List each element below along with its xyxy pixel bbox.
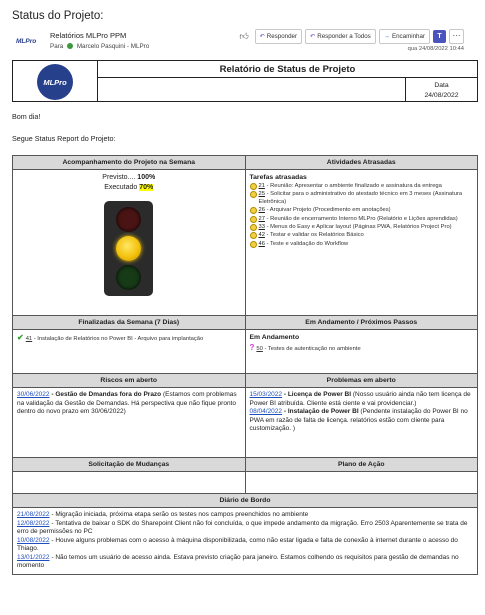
diario-header: Diário de Bordo xyxy=(13,494,477,507)
task-text: - Reunião de encerramento Interno MLPro (Relatório e Lições aprendidas) xyxy=(264,215,458,222)
report-date-label: Data xyxy=(434,82,449,89)
task-id[interactable]: 33 xyxy=(258,224,265,231)
to-label: Para xyxy=(50,43,64,50)
executado-value: 70% xyxy=(139,184,154,191)
executado-line xyxy=(17,183,241,193)
diary-date-link[interactable]: 12/08/2022 xyxy=(17,519,50,527)
problem-date-link[interactable]: 15/03/2022 xyxy=(249,391,283,398)
previsto-label: Previsto.... xyxy=(102,174,138,181)
reply-icon: ↶ xyxy=(259,32,265,40)
task-id[interactable]: 26 xyxy=(258,207,265,214)
recipient-line xyxy=(50,43,149,50)
diary-date-link[interactable]: 10/08/2022 xyxy=(17,536,50,544)
teams-icon[interactable]: T xyxy=(433,30,446,43)
diary-text: - Não temos um usuário de acesso ainda. Estava previsto criação para janeiro. Estamos colhendo os requisitos para gestão de demandas no momento xyxy=(17,553,459,569)
plano-content xyxy=(245,472,478,493)
reply-label: Responder xyxy=(266,32,298,40)
smiley-icon xyxy=(250,207,257,214)
finalizadas-item-text: - Instalação de Relatórios no Power BI - Arquivo para implantação xyxy=(32,336,204,342)
problem-title: - Instalação de Power BI xyxy=(282,408,359,415)
riscos-header-row xyxy=(13,374,477,388)
task-item xyxy=(250,191,474,206)
finalizadas-item-id[interactable]: 41 xyxy=(25,336,33,342)
mudancas-content-row xyxy=(13,472,477,494)
finalizadas-content xyxy=(13,330,245,373)
andamento-item xyxy=(250,343,474,354)
diario-content-row xyxy=(13,508,477,574)
mlpro-logo xyxy=(37,64,73,100)
report-title: Relatório de Status de Projeto xyxy=(98,61,477,78)
acompanhamento-header: Acompanhamento do Projeto na Semana xyxy=(13,156,245,169)
andamento-header: Em Andamento / Próximos Passos xyxy=(245,316,478,329)
task-text: - Arquivar Projeto (Procedimento em anotações) xyxy=(264,207,391,214)
finalizadas-content-row xyxy=(13,330,477,374)
yellow-lamp xyxy=(116,236,141,261)
problemas-header: Problemas em aberto xyxy=(245,374,478,387)
diario-header-row xyxy=(13,494,477,508)
riscos-header: Riscos em aberto xyxy=(13,374,245,387)
executado-label: Executado xyxy=(104,184,140,191)
mudancas-header-row xyxy=(13,458,477,472)
diary-entry xyxy=(17,537,473,554)
green-lamp xyxy=(116,265,141,290)
intro-text: Segue Status Report do Projeto: xyxy=(12,134,116,143)
email-header xyxy=(12,28,478,56)
task-text: - Solicitar para o administrativo do atestado técnico em 3 meses (Assinatura Eletrônica) xyxy=(258,191,463,205)
problemas-content xyxy=(245,388,478,457)
acompanhamento-content xyxy=(13,170,245,315)
problem-item xyxy=(250,408,474,434)
problem-date-link[interactable]: 08/04/2022 xyxy=(249,408,283,415)
risk-text: (Estamos com problemas na validação da Gestão de Demandas. Há perspectiva que não fique pronto dentro do novo prazo em 30/06/2022) xyxy=(17,391,237,415)
previsto-value: 100% xyxy=(137,174,156,181)
task-list xyxy=(250,183,474,248)
forward-button[interactable] xyxy=(379,29,430,44)
report-date-box xyxy=(405,78,477,101)
task-text: - Reunião: Apresentar o ambiente finalizado e assinatura da entrega xyxy=(264,183,442,189)
section-header-row xyxy=(13,156,477,170)
diary-date-link[interactable]: 21/08/2022 xyxy=(17,511,50,518)
reply-all-button[interactable] xyxy=(305,29,376,44)
diary-entry xyxy=(17,554,473,571)
atrasadas-header: Atividades Atrasadas xyxy=(245,156,478,169)
email-subject: Status do Projeto: xyxy=(12,10,104,22)
diary-text: - Migração iniciada, próxima etapa serão os testes nos campos preenchidos no ambiente xyxy=(49,511,309,518)
diario-content xyxy=(13,508,477,574)
recipient-name[interactable]: Marcelo Pasquini - MLPro xyxy=(76,43,150,50)
sender-name[interactable]: Relatórios MLPro PPM xyxy=(50,31,127,40)
diary-entry xyxy=(17,511,473,520)
message-actions xyxy=(237,28,464,44)
problem-text: (Pendente instalação do Power BI no PWA em razão de falta de licença. relatórios estão com cliente para customização. ) xyxy=(249,408,468,432)
smiley-icon xyxy=(250,241,257,248)
finalizadas-header: Finalizadas da Semana (7 Dias) xyxy=(13,316,245,329)
risk-date-link[interactable]: 30/06/2022 xyxy=(17,391,50,398)
diary-text: - Tentativa de baixar o SDK do Sharepoint Client não foi concluída, o que impede andamento da migração. Erro 2503 Aparentemente se trata de erro de permissões no PC xyxy=(17,519,468,535)
task-id[interactable]: 42 xyxy=(258,232,265,239)
diary-text: - Houve alguns problemas com o acesso à máquina disponibilizada, como não estar ligada e falta de conexão à internet durante o acesso do Thiago. xyxy=(17,536,458,552)
more-options-button[interactable]: ··· xyxy=(449,29,464,44)
check-icon: ✔ xyxy=(17,333,24,342)
status-table xyxy=(12,155,478,575)
atrasadas-subtitle: Tarefas atrasadas xyxy=(249,174,307,181)
smiley-icon xyxy=(250,216,257,223)
task-item xyxy=(250,183,474,190)
sender-avatar[interactable]: MLPro xyxy=(16,38,37,45)
diary-entry xyxy=(17,520,473,537)
task-id[interactable]: 27 xyxy=(258,215,265,222)
plano-header: Plano de Ação xyxy=(245,458,478,471)
task-text: - Menus do Easy e Aplicar layout (Páginas PWA, Relatórios Project Pro) xyxy=(264,224,452,231)
task-item xyxy=(250,241,474,248)
problem-text: (Nosso usuário ainda não tem licença de Power BI atribuída. Cliente está ciente e vai providenciar.) xyxy=(249,391,471,407)
question-icon: ? xyxy=(249,343,255,352)
task-id[interactable]: 25 xyxy=(258,191,265,198)
andamento-content xyxy=(245,330,478,373)
task-id[interactable]: 46 xyxy=(258,240,265,247)
mudancas-content xyxy=(13,472,245,493)
like-icon[interactable]: 👍︎ xyxy=(239,30,249,41)
task-item xyxy=(250,232,474,239)
section-content-row xyxy=(13,170,477,316)
finalizadas-header-row xyxy=(13,316,477,330)
problem-item xyxy=(250,391,474,408)
traffic-light-icon xyxy=(104,201,153,296)
riscos-content xyxy=(13,388,245,457)
task-text: - Teste e validação do Workflow xyxy=(264,240,349,247)
andamento-item-id[interactable]: 50 xyxy=(256,346,263,352)
risk-title: - Gestão de Dmandas fora do Prazo xyxy=(49,391,162,398)
diary-date-link[interactable]: 13/01/2022 xyxy=(17,553,50,561)
reply-all-icon: ↶ xyxy=(310,32,316,40)
task-id[interactable]: 21 xyxy=(258,183,265,189)
task-item xyxy=(250,216,474,223)
riscos-content-row xyxy=(13,388,477,458)
task-text: - Testar e validar os Relatórios Básico xyxy=(264,232,364,239)
smiley-icon xyxy=(250,191,257,198)
report-header xyxy=(12,60,478,102)
task-item xyxy=(250,207,474,214)
red-lamp xyxy=(116,207,141,232)
reply-all-label: Responder a Todos xyxy=(317,32,371,40)
andamento-item-text: - Testes de autenticação no ambiente xyxy=(262,346,361,352)
logo-text: MLPro xyxy=(43,77,67,87)
problem-title: - Licença de Power BI xyxy=(282,391,352,398)
andamento-subtitle: Em Andamento xyxy=(249,334,300,341)
presence-icon xyxy=(67,43,73,49)
task-item xyxy=(250,224,474,231)
smiley-icon xyxy=(250,224,257,231)
greeting: Bom dia! xyxy=(12,112,41,121)
smiley-icon xyxy=(250,183,257,190)
forward-icon: → xyxy=(383,32,390,40)
reply-button[interactable] xyxy=(255,29,302,44)
report-date-value: 24/08/2022 xyxy=(424,92,459,99)
email-datetime: qua 24/08/2022 10:44 xyxy=(407,46,464,52)
smiley-icon xyxy=(250,232,257,239)
atrasadas-content xyxy=(245,170,478,315)
previsto-line xyxy=(17,173,241,183)
forward-label: Encaminhar xyxy=(391,32,425,40)
mudancas-header: Solicitação de Mudanças xyxy=(13,458,245,471)
